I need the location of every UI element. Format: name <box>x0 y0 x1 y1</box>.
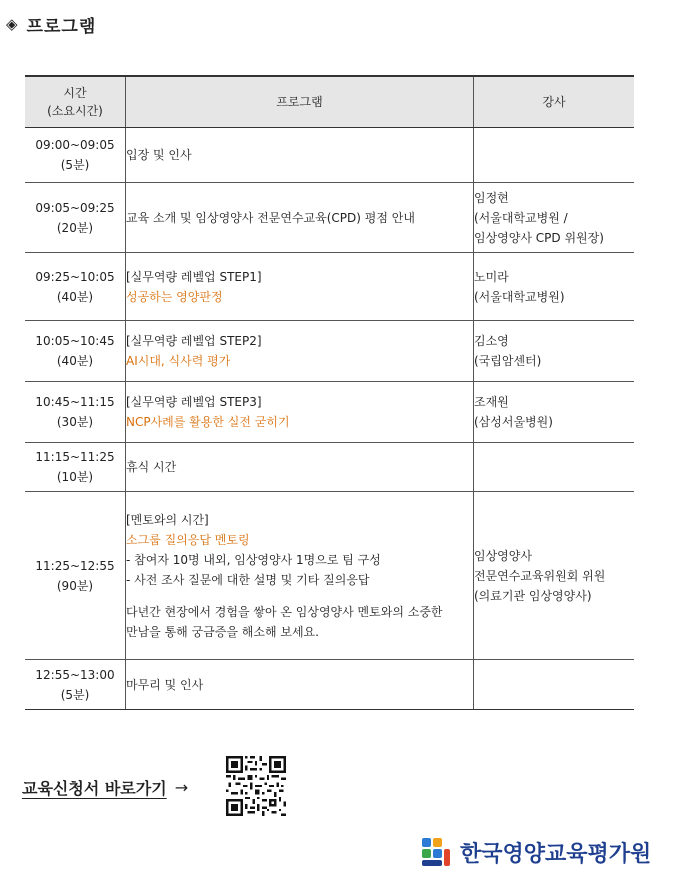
instructor-cell: 노미라 (서울대학교병원) <box>474 253 635 321</box>
time-cell: 10:05~10:45 (40분) <box>25 321 126 382</box>
logo-text: 한국영양교육평가원 <box>460 841 652 867</box>
time-cell: 09:00~09:05 (5분) <box>25 128 126 183</box>
instructor-cell <box>474 128 635 183</box>
table-row <box>25 253 634 321</box>
instructor-cell <box>474 660 635 710</box>
signup-row <box>22 776 188 799</box>
instructor-cell <box>474 443 635 492</box>
signup-link[interactable]: 교육신청서 바로가기 <box>22 779 167 798</box>
time-cell: 10:45~11:15 (30분) <box>25 382 126 443</box>
time-cell: 09:05~09:25 (20분) <box>25 183 126 253</box>
program-cell: [실무역량 레벨업 STEP3] NCP사례를 활용한 실전 굳히기 <box>126 382 474 443</box>
instructor-cell: 조재원 (삼성서울병원) <box>474 382 635 443</box>
table-row <box>25 492 634 660</box>
table-header-row <box>25 76 634 128</box>
program-cell: [멘토와의 시간] 소그룹 질의응답 멘토링 - 참여자 10명 내외, 임상영양사 1명으로 팀 구성 - 사전 조사 질문에 대한 설명 및 기타 질의응답 다년간 현장에서 경험을 쌓아 온 임상영양사 멘토와의 소중한 만남을 통해 궁금증을 해소해 보세요. <box>126 492 474 660</box>
table-row <box>25 128 634 183</box>
table-row <box>25 660 634 710</box>
section-title <box>6 12 96 37</box>
time-cell: 11:25~12:55 (90분) <box>25 492 126 660</box>
qr-code[interactable] <box>226 756 286 816</box>
table-row <box>25 443 634 492</box>
organization-logo <box>420 836 651 868</box>
table-row <box>25 183 634 253</box>
time-cell: 11:15~11:25 (10분) <box>25 443 126 492</box>
time-cell: 12:55~13:00 (5분) <box>25 660 126 710</box>
program-cell: 휴식 시간 <box>126 443 474 492</box>
instructor-cell: 김소영 (국립암센터) <box>474 321 635 382</box>
diamond-icon: ◈ <box>6 15 19 33</box>
program-cell: [실무역량 레벨업 STEP1] 성공하는 영양판정 <box>126 253 474 321</box>
header-instructor: 강사 <box>474 76 635 128</box>
instructor-cell: 임정현 (서울대학교병원 / 임상영양사 CPD 위원장) <box>474 183 635 253</box>
program-table <box>25 75 634 710</box>
time-cell: 09:25~10:05 (40분) <box>25 253 126 321</box>
section-title-text: 프로그램 <box>26 17 97 37</box>
arrow-right-icon: → <box>174 778 189 797</box>
logo-mark-icon <box>420 836 452 868</box>
table-row <box>25 382 634 443</box>
header-time: 시간 (소요시간) <box>25 76 126 128</box>
header-program: 프로그램 <box>126 76 474 128</box>
program-cell: 입장 및 인사 <box>126 128 474 183</box>
instructor-cell: 임상영양사 전문연수교육위원회 위원 (의료기관 임상영양사) <box>474 492 635 660</box>
program-cell: 마무리 및 인사 <box>126 660 474 710</box>
table-row <box>25 321 634 382</box>
program-cell: [실무역량 레벨업 STEP2] AI시대, 식사력 평가 <box>126 321 474 382</box>
program-cell: 교육 소개 및 임상영양사 전문연수교육(CPD) 평점 안내 <box>126 183 474 253</box>
